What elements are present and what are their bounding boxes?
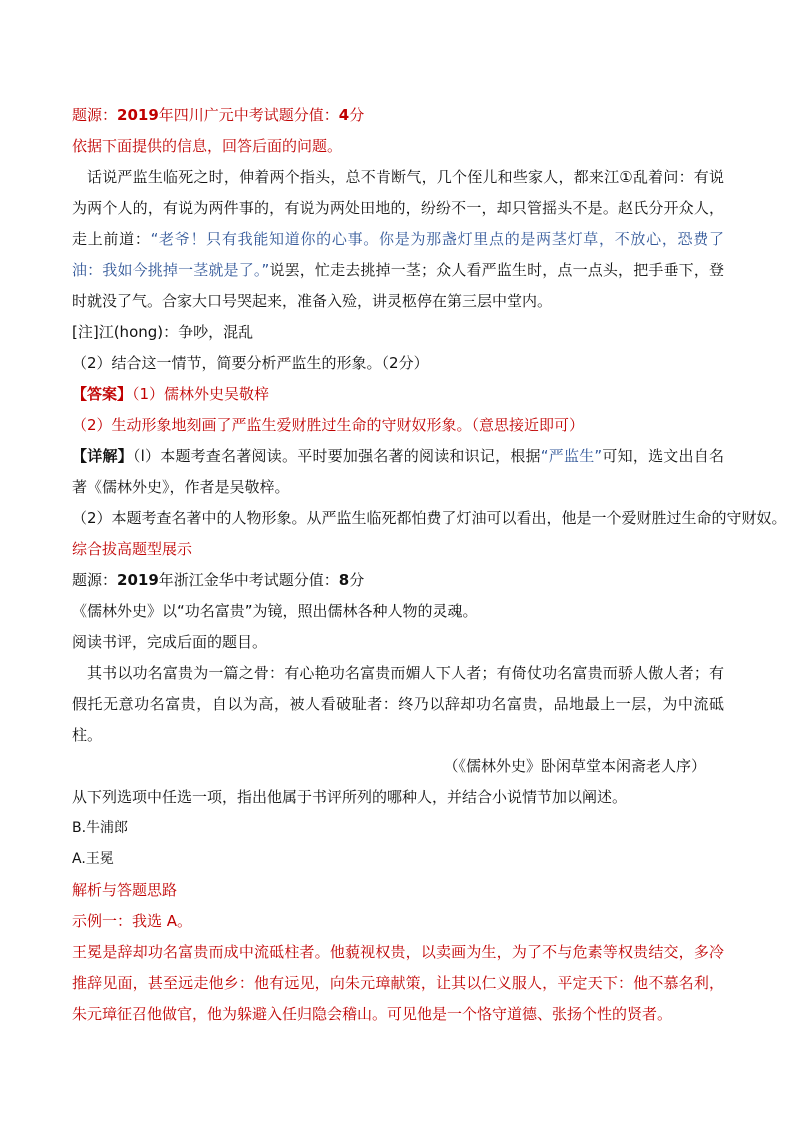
source-label: 题源： (72, 106, 118, 124)
section-title: 综合拔高题型展示 (72, 540, 193, 558)
detail-1-quote: “严监生” (540, 447, 603, 465)
detail-1-part-b: 可知，选文出自名著《儒林外史》，作者是吴敬梓。 (72, 447, 724, 496)
source-line-1 (72, 100, 724, 131)
source-line-2 (72, 565, 724, 596)
instruction-1: 依据下面提供的信息，回答后面的问题。 (72, 137, 343, 155)
detail-1-part-a: （l）本题考查名著阅读。平时要加强名著的阅读和识记，根据 (132, 447, 541, 465)
passage (72, 162, 724, 317)
answer-2: （2）生动形象地刻画了严监生爱财胜过生命的守财奴形象。（意思接近即可） (72, 416, 585, 434)
score: 4 (338, 106, 350, 124)
source-text: 年四川广元中考试题分值： (158, 106, 339, 124)
detail-2: （2）本题考查名著中的人物形象。从严监生临死都怕费了灯油可以看出，他是一个爱财胜过生命的守财奴。 (72, 509, 787, 527)
document-page (72, 100, 787, 1030)
score-unit: 分 (349, 106, 365, 124)
source-year-2: 2019 (117, 571, 159, 589)
source-text-2: 年浙江金华中考试题分值： (158, 571, 339, 589)
option-a: A.王冕 (72, 851, 114, 867)
score-unit-2: 分 (349, 571, 365, 589)
passage-part-b: 说罢，忙走去挑掉一茎；众人看严监生时，点一点头，把手垂下，登时就没了气。合家大口号哭起来，准备入殓，讲灵柩停在第三层中堂内。 (72, 261, 724, 310)
detail-1 (72, 441, 724, 503)
example-label: 示例一：我选 A。 (72, 912, 193, 930)
task: 从下列选项中任选一项，指出他属于书评所列的哪种人，并结合小说情节加以阐述。 (72, 788, 628, 806)
answer-1: （1）儒林外史吴敬梓 (132, 385, 270, 403)
review-text: 其书以功名富贵为一篇之骨：有心艳功名富贵而媚人下人者；有倚仗功名富贵而骄人傲人者；有假托无意功名富贵，自以为高，被人看破耻者：终乃以辞却功名富贵，品地最上一层，为中流砥柱。 (72, 664, 724, 744)
source-label-2: 题源： (72, 571, 118, 589)
source-year: 2019 (117, 106, 159, 124)
citation: （《儒林外史》卧闲草堂本闲斋老人序） (443, 757, 706, 775)
example-text: 王冕是辞却功名富贵而成中流砥柱者。他藐视权贵，以卖画为生，为了不与危素等权贵结交，多冷推辞见面，甚至远走他乡：他有远见，向朱元璋献策，让其以仁义服人，平定天下：他不慕名利，朱元璋征召他做官，他为躲避入任归隐会稽山。可见他是一个恪守道德、张扬个性的贤者。 (72, 943, 724, 1023)
answer-line-1 (72, 379, 724, 410)
note: [注]江(hong)：争吵，混乱 (72, 323, 254, 341)
question-2: （2）结合这一情节，简要分析严监生的形象。（2分） (72, 354, 429, 372)
answer-label: 【答案】 (72, 385, 133, 403)
intro-2: 《儒林外史》以“功名富贵”为镜，照出儒林各种人物的灵魂。 (72, 602, 478, 620)
analysis-title: 解析与答题思路 (72, 881, 178, 899)
score-2: 8 (338, 571, 350, 589)
passage-part-a: 话说严监生临死之时，伸着两个指头，总不肯断气，几个侄儿和些家人，都来江①乱着问：有说为两个人的，有说为两件事的，有说为两处田地的，纷纷不一，却只管摇头不是。赵氏分开众人，走上前道： (72, 168, 724, 248)
passage-quote: “老爷！只有我能知道你的心事。你是为那盏灯里点的是两茎灯草，不放心，恐费了油：我如今挑掉一茎就是了。” (72, 230, 724, 279)
detail-label: 【详解】 (72, 447, 133, 465)
instruction-2: 阅读书评，完成后面的题目。 (72, 633, 268, 651)
option-b: B.牛浦郎 (72, 820, 129, 836)
